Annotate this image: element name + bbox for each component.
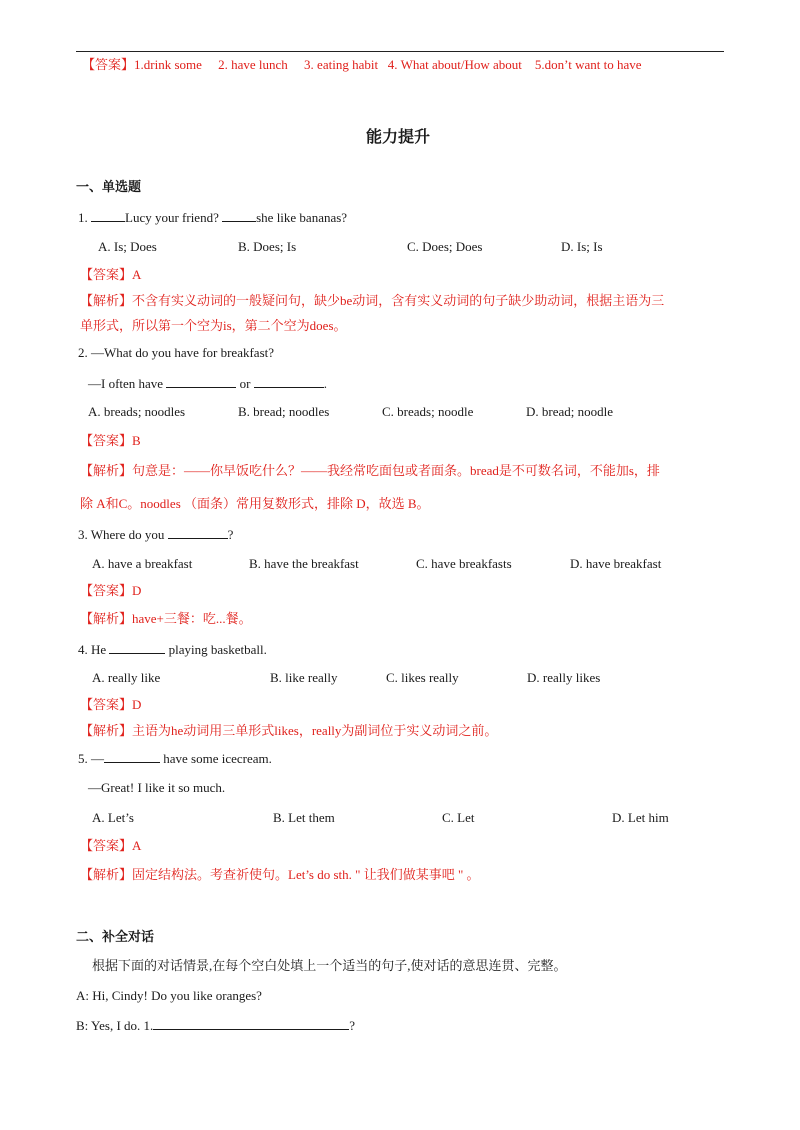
question-2-text-2: or: [236, 376, 254, 391]
header-rule: [76, 51, 724, 52]
q4-analysis: 【解析】主语为he动词用三单形式likes，really为副词位于实义动词之前。: [80, 723, 498, 738]
question-1-number: 1.: [78, 210, 91, 225]
q3-answer: 【答案】D: [80, 583, 142, 598]
dialogue-instruction: 根据下面的对话情景,在每个空白处填上一个适当的句子,使对话的意思连贯、完整。: [92, 958, 567, 973]
question-1-text-1: Lucy your friend?: [125, 210, 223, 225]
q3-analysis: 【解析】have+三餐：吃...餐。: [80, 611, 252, 626]
q1-analysis-line-2: 单形式，所以第一个空为is，第二个空为does。: [80, 318, 347, 333]
question-5-line-2: —Great! I like it so much.: [88, 780, 226, 795]
question-3-blank: [168, 526, 228, 539]
q5-answer: 【答案】A: [80, 838, 142, 853]
q2-option-a: A. breads; noodles: [88, 404, 186, 419]
dialogue-line-b-text: B: Yes, I do. 1.: [76, 1018, 154, 1033]
question-5-blank: [104, 750, 160, 763]
question-3-text-2: ?: [227, 527, 234, 542]
question-4-text-1: 4. He: [78, 642, 110, 657]
q1-answer: 【答案】A: [80, 267, 142, 282]
question-4-blank: [109, 641, 165, 654]
dialogue-line-b: [76, 1017, 355, 1034]
q2-option-b: B. bread; noodles: [238, 404, 330, 419]
q5-option-a: A. Let’s: [92, 810, 134, 825]
q4-option-b: B. like really: [270, 670, 338, 685]
page-title: 能力提升: [366, 127, 431, 146]
q5-option-b: B. Let them: [273, 810, 335, 825]
dialogue-line-a: A: Hi, Cindy! Do you like oranges?: [76, 988, 262, 1003]
question-2-line-1: 2. —What do you have for breakfast?: [78, 345, 275, 360]
question-5-text-1: 5. —: [78, 751, 104, 766]
q4-answer: 【答案】D: [80, 697, 142, 712]
q3-option-d: D. have breakfast: [570, 556, 662, 571]
dialogue-blank-1: [153, 1017, 349, 1030]
q2-analysis-line-1: 【解析】句意是：——你早饭吃什么？——我经常吃面包或者面条。bread是不可数名词，不能加s，排: [80, 463, 660, 478]
question-3: [78, 526, 233, 543]
dialogue-line-b-end: ?: [349, 1018, 356, 1033]
q5-option-d: D. Let him: [612, 810, 669, 825]
q3-option-a: A. have a breakfast: [92, 556, 193, 571]
section-heading-dialogue: 二、补全对话: [76, 930, 155, 945]
question-2-line-2: [88, 375, 327, 392]
question-1-blank-1: [91, 209, 125, 222]
q4-option-a: A. really like: [92, 670, 161, 685]
q1-option-c: C. Does; Does: [407, 239, 483, 254]
q2-analysis-line-2: 除 A和C。noodles （面条）常用复数形式，排除 D，故选 B。: [80, 496, 430, 511]
question-2-blank-2: [254, 375, 324, 388]
q3-option-c: C. have breakfasts: [416, 556, 512, 571]
question-3-text-1: 3. Where do you: [78, 527, 168, 542]
q5-option-c: C. Let: [442, 810, 475, 825]
question-2-blank-1: [166, 375, 236, 388]
question-1-blank-2: [222, 209, 256, 222]
question-5-text-2: have some icecream.: [160, 751, 272, 766]
q3-option-b: B. have the breakfast: [249, 556, 359, 571]
q2-option-d: D. bread; noodle: [526, 404, 614, 419]
q5-analysis: 【解析】固定结构法。考查祈使句。Let’s do sth. " 让我们做某事吧 " 。: [80, 867, 480, 882]
section-heading-single-choice: 一、单选题: [76, 180, 142, 195]
top-answer-line: 【答案】1.drink some 2. have lunch 3. eating habit 4. What about/How about 5.don’t want to have: [82, 57, 642, 72]
question-1: [78, 209, 347, 226]
question-1-text-2: she like bananas?: [256, 210, 348, 225]
q2-option-c: C. breads; noodle: [382, 404, 474, 419]
q2-answer: 【答案】B: [80, 433, 141, 448]
q1-analysis-line-1: 【解析】不含有实义动词的一般疑问句，缺少be动词，含有实义动词的句子缺少助动词，根据主语为三: [80, 293, 665, 308]
q1-option-d: D. Is; Is: [561, 239, 603, 254]
question-2-text-3: .: [323, 376, 327, 391]
question-5-line-1: [78, 750, 272, 767]
q4-option-c: C. likes really: [386, 670, 459, 685]
q4-option-d: D. really likes: [527, 670, 601, 685]
question-4-text-2: playing basketball.: [165, 642, 267, 657]
q1-option-b: B. Does; Is: [238, 239, 297, 254]
q1-option-a: A. Is; Does: [98, 239, 157, 254]
question-2-text-1: —I often have: [88, 376, 167, 391]
question-4: [78, 641, 267, 658]
